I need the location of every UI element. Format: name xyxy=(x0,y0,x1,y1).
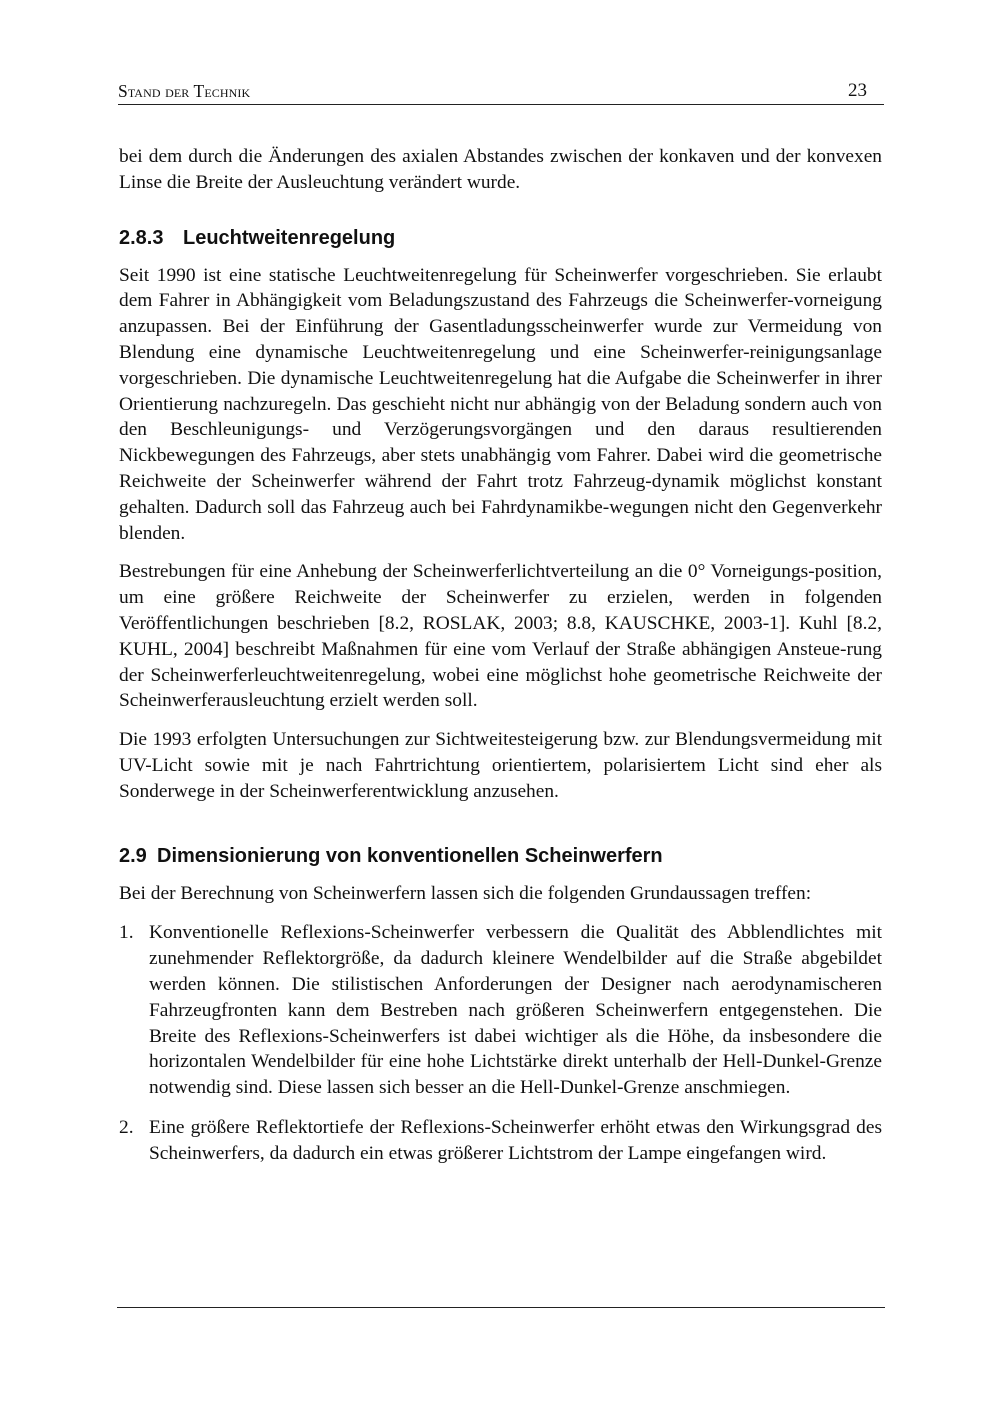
numbered-list xyxy=(119,920,882,1166)
section-heading-2-9 xyxy=(119,843,882,869)
page-number: 23 xyxy=(848,80,867,101)
header-title: Stand der Technik xyxy=(118,81,251,101)
section-number: 2.9 xyxy=(119,844,147,867)
section-heading-2-8-3 xyxy=(119,225,882,251)
list-marker: 1. xyxy=(119,922,134,944)
paragraph: Bestrebungen für eine Anhebung der Scheinwerferlichtverteilung an die 0° Vorneigungs-position, um eine größere Reichweite der Scheinwerfer zu erzielen, werden in folgenden Veröffentlichungen beschrieben [8.2, ROSLAK, 2003; 8.8, KAUSCHKE, 2003-1]. Kuhl [8.2, KUHL, 2004] beschreibt Maßnahmen für eine vom Verlauf der Straße abhängigen Ansteue-rung der Scheinwerferleuchtweitenregelung, wobei eine möglichst hohe geometrische Reichweite der Scheinwerferausleuchtung erzielt werden soll. xyxy=(119,561,882,712)
list-item-text: Eine größere Reflektortiefe der Reflexions-Scheinwerfer erhöht etwas den Wirkungsgrad des Scheinwerfers, da dadurch ein etwas größerer Lichtstrom der Lampe eingefangen wird. xyxy=(149,1116,882,1164)
list-item xyxy=(119,920,882,1101)
page-content xyxy=(119,144,882,1167)
section-intro: Bei der Berechnung von Scheinwerfern lassen sich die folgenden Grundaussagen treffen: xyxy=(119,882,812,904)
list-item xyxy=(119,1115,882,1167)
section-title: Dimensionierung von konventionellen Scheinwerfern xyxy=(157,844,663,867)
list-marker: 2. xyxy=(119,1116,134,1138)
list-item-text: Konventionelle Reflexions-Scheinwerfer verbessern die Qualität des Abblendlichtes mit zunehmender Reflektorgröße, da dadurch kleinere Wendelbilder auf die Straße abgebildet werden können. Die stilistischen Anforderungen der Designer nach aerodynamischeren Fahrzeugfronten kann dem Bestreben nach größeren Scheinwerfern entgegenstehen. Die Breite des Reflexions-Scheinwerfers ist dabei wichtiger als die Höhe, da insbesondere die horizontalen Wendelbilder für eine hohe Lichtstärke direkt unterhalb der Hell-Dunkel-Grenze notwendig sind. Diese lassen sich besser an die Hell-Dunkel-Grenze anschmiegen. xyxy=(149,922,882,1099)
section-number: 2.8.3 xyxy=(119,226,164,249)
paragraph: Die 1993 erfolgten Untersuchungen zur Sichtweitesteigerung bzw. zur Blendungsvermeidung mit UV-Licht sowie mit je nach Fahrtrichtung orientiertem, polarisiertem Licht sind eher als Sonderwege in der Scheinwerferentwicklung anzusehen. xyxy=(119,729,882,802)
section-title: Leuchtweitenregelung xyxy=(183,226,396,249)
running-header xyxy=(118,80,884,105)
paragraph: Seit 1990 ist eine statische Leuchtweitenregelung für Scheinwerfer vorgeschrieben. Sie erlaubt dem Fahrer in Abhängigkeit vom Beladungszustand des Fahrzeugs die Scheinwerfer-vorneigung anzupassen. Bei der Einführung der Gasentladungsscheinwerfer wurde zur Vermeidung von Blendung eine dynamische Leuchtweitenregelung und eine Scheinwerfer-reinigungsanlage vorgeschrieben. Die dynamische Leuchtweitenregelung hat die Aufgabe die Scheinwerfer in ihrer Orientierung nachzuregeln. Das geschieht nicht nur abhängig von der Beladung sondern auch von den Beschleunigungs- und Verzögerungsvorgängen und den daraus resultierenden Nickbewegungen des Fahrzeugs, aber stets unabhängig vom Fahrer. Dabei wird die geometrische Reichweite der Scheinwerfer während der Fahrt trotz Fahrzeug-dynamik möglichst konstant gehalten. Dadurch soll das Fahrzeug auch bei Fahrdynamikbe-wegungen nicht den Gegenverkehr blenden. xyxy=(119,264,882,544)
footer-rule xyxy=(117,1307,885,1308)
intro-paragraph: bei dem durch die Änderungen des axialen Abstandes zwischen der konkaven und der konvexen Linse die Breite der Ausleuchtung verändert wurde. xyxy=(119,146,882,193)
